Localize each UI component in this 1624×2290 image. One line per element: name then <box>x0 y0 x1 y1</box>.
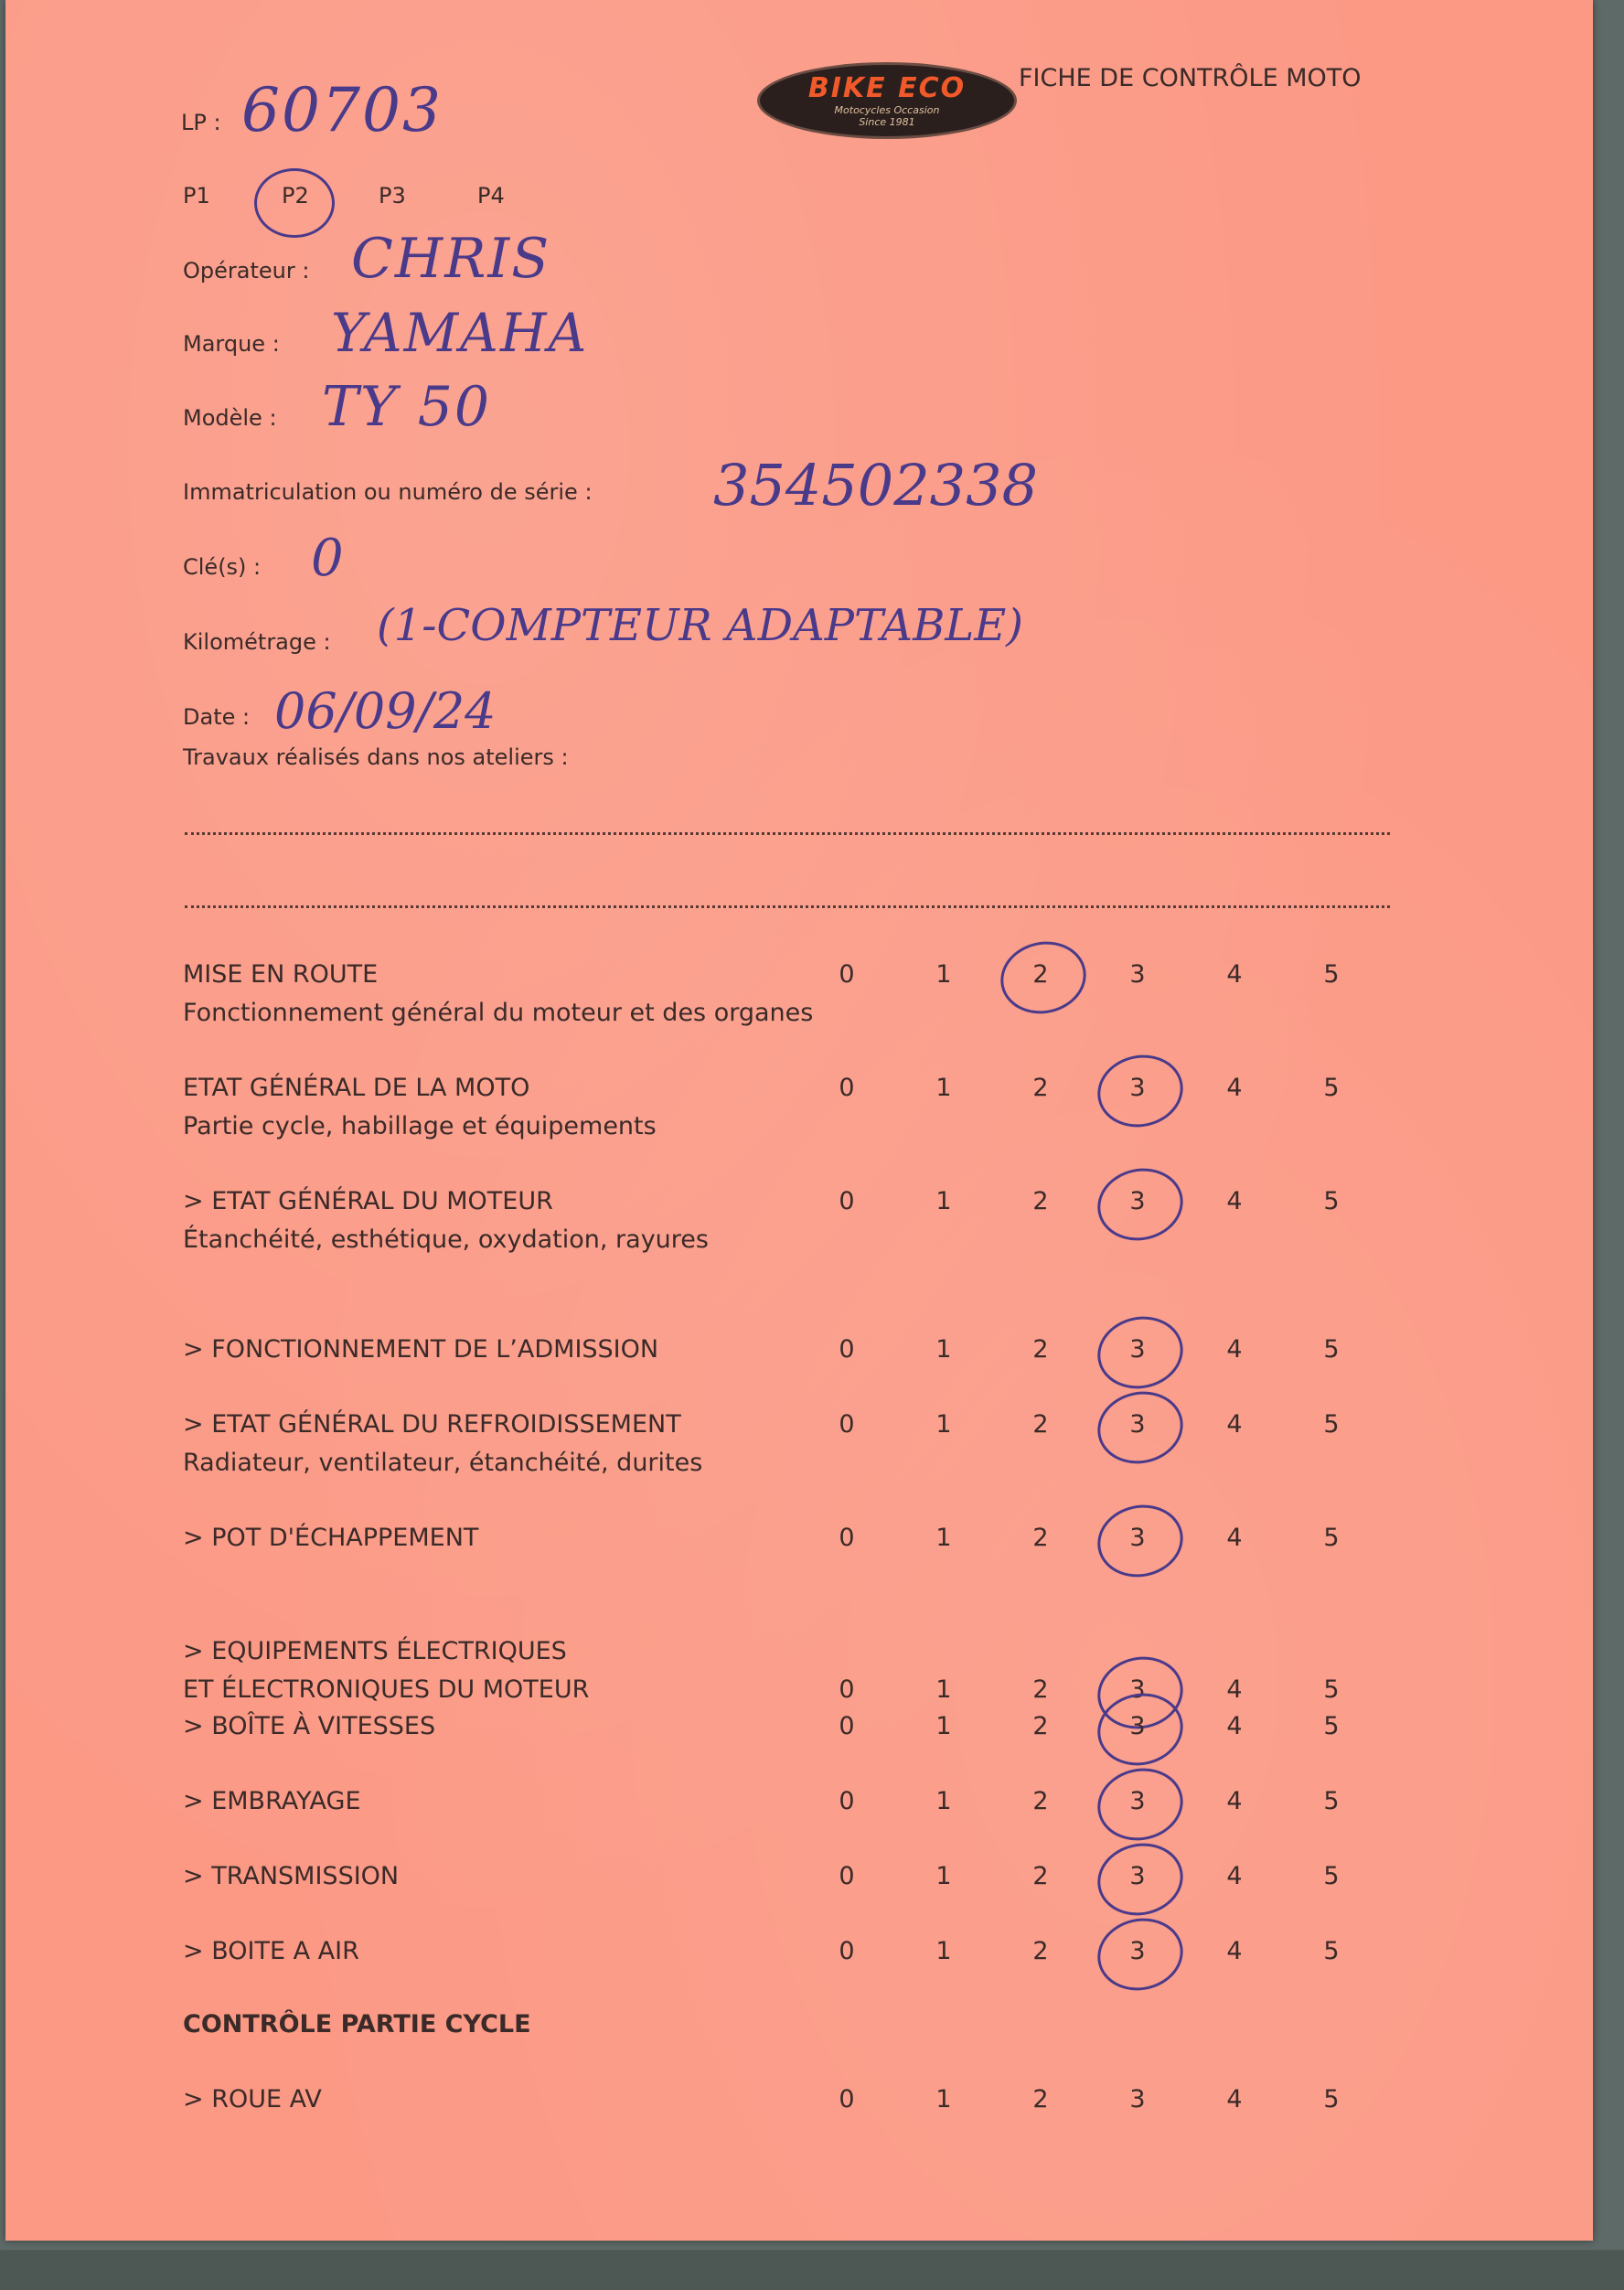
check-score-3-1[interactable]: 1 <box>935 1335 952 1364</box>
position-p1[interactable]: P1 <box>183 183 210 209</box>
modele-label: Modèle : <box>183 405 277 431</box>
check-sub-6: ET ÉLECTRONIQUES DU MOTEUR <box>183 1675 590 1704</box>
check-label-4: > ETAT GÉNÉRAL DU REFROIDISSEMENT <box>183 1410 681 1439</box>
lp-value[interactable]: 60703 <box>241 75 443 145</box>
check-label-3: > FONCTIONNEMENT DE L’ADMISSION <box>183 1335 659 1364</box>
check-score-8-4[interactable]: 4 <box>1226 1787 1243 1815</box>
check-score-9-5[interactable]: 5 <box>1323 1862 1340 1890</box>
cles-value[interactable]: 0 <box>311 529 346 588</box>
check-score-5-3[interactable]: 3 <box>1129 1524 1146 1552</box>
check-score-10-5[interactable]: 5 <box>1323 1937 1340 1965</box>
check-score-0-0[interactable]: 0 <box>839 960 855 989</box>
check-score-5-2[interactable]: 2 <box>1032 1524 1049 1552</box>
check-score-8-2[interactable]: 2 <box>1032 1787 1049 1815</box>
check-score-4-5[interactable]: 5 <box>1323 1410 1340 1439</box>
form-title: FICHE DE CONTRÔLE MOTO <box>1019 64 1362 92</box>
lp-label: LP : <box>181 110 221 135</box>
check-score-1-2[interactable]: 2 <box>1032 1074 1049 1102</box>
check-score-8-3[interactable]: 3 <box>1129 1787 1146 1815</box>
check-score-0-5[interactable]: 5 <box>1323 960 1340 989</box>
check-score-7-0[interactable]: 0 <box>839 1712 855 1740</box>
check-score-6-1[interactable]: 1 <box>935 1675 952 1704</box>
check-score-3-5[interactable]: 5 <box>1323 1335 1340 1364</box>
travaux-line-2[interactable] <box>185 905 1390 908</box>
background-strip <box>0 2250 1624 2290</box>
check-score-9-2[interactable]: 2 <box>1032 1862 1049 1890</box>
km-value[interactable]: (1-COMPTEUR ADAPTABLE) <box>377 600 1023 651</box>
check-score-9-4[interactable]: 4 <box>1226 1862 1243 1890</box>
cycle-label-0: > ROUE AV <box>183 2085 322 2113</box>
check-score-0-3[interactable]: 3 <box>1129 960 1146 989</box>
check-score-5-4[interactable]: 4 <box>1226 1524 1243 1552</box>
check-score-4-2[interactable]: 2 <box>1032 1410 1049 1439</box>
check-sub-0: Fonctionnement général du moteur et des organes <box>183 999 814 1027</box>
check-score-10-1[interactable]: 1 <box>935 1937 952 1965</box>
logo-since: Since 1981 <box>859 116 915 128</box>
check-label-6: > EQUIPEMENTS ÉLECTRIQUES <box>183 1637 567 1665</box>
check-score-3-4[interactable]: 4 <box>1226 1335 1243 1364</box>
check-score-6-5[interactable]: 5 <box>1323 1675 1340 1704</box>
check-label-8: > EMBRAYAGE <box>183 1787 361 1815</box>
check-score-9-0[interactable]: 0 <box>839 1862 855 1890</box>
check-score-10-4[interactable]: 4 <box>1226 1937 1243 1965</box>
operateur-label: Opérateur : <box>183 258 310 284</box>
check-sub-2: Étanchéité, esthétique, oxydation, rayures <box>183 1225 709 1254</box>
immat-value[interactable]: 354502338 <box>713 452 1039 519</box>
position-p2[interactable]: P2 <box>282 183 309 209</box>
check-score-1-4[interactable]: 4 <box>1226 1074 1243 1102</box>
check-label-7: > BOÎTE À VITESSES <box>183 1712 436 1740</box>
check-score-1-0[interactable]: 0 <box>839 1074 855 1102</box>
check-score-8-1[interactable]: 1 <box>935 1787 952 1815</box>
modele-value[interactable]: TY 50 <box>322 375 492 439</box>
km-label: Kilométrage : <box>183 629 331 655</box>
travaux-line-1[interactable] <box>185 832 1390 835</box>
check-label-9: > TRANSMISSION <box>183 1862 400 1890</box>
check-score-7-3[interactable]: 3 <box>1129 1712 1146 1740</box>
check-score-6-3[interactable]: 3 <box>1129 1675 1146 1704</box>
check-score-3-0[interactable]: 0 <box>839 1335 855 1364</box>
check-score-10-2[interactable]: 2 <box>1032 1937 1049 1965</box>
check-score-7-2[interactable]: 2 <box>1032 1712 1049 1740</box>
check-score-8-5[interactable]: 5 <box>1323 1787 1340 1815</box>
check-score-6-2[interactable]: 2 <box>1032 1675 1049 1704</box>
check-score-4-4[interactable]: 4 <box>1226 1410 1243 1439</box>
date-label: Date : <box>183 704 251 730</box>
check-score-2-5[interactable]: 5 <box>1323 1187 1340 1215</box>
check-score-9-3[interactable]: 3 <box>1129 1862 1146 1890</box>
check-sub-1: Partie cycle, habillage et équipements <box>183 1112 657 1140</box>
marque-label: Marque : <box>183 331 280 357</box>
check-score-2-2[interactable]: 2 <box>1032 1187 1049 1215</box>
check-score-5-1[interactable]: 1 <box>935 1524 952 1552</box>
check-score-1-1[interactable]: 1 <box>935 1074 952 1102</box>
check-score-0-4[interactable]: 4 <box>1226 960 1243 989</box>
check-score-6-4[interactable]: 4 <box>1226 1675 1243 1704</box>
check-score-2-3[interactable]: 3 <box>1129 1187 1146 1215</box>
check-score-2-4[interactable]: 4 <box>1226 1187 1243 1215</box>
check-label-10: > BOITE A AIR <box>183 1937 359 1965</box>
position-p3[interactable]: P3 <box>379 183 406 209</box>
cycle-score-0-1[interactable]: 1 <box>935 2085 952 2113</box>
check-score-10-3[interactable]: 3 <box>1129 1937 1146 1965</box>
cles-label: Clé(s) : <box>183 554 262 580</box>
check-score-0-1[interactable]: 1 <box>935 960 952 989</box>
cycle-score-0-2[interactable]: 2 <box>1032 2085 1049 2113</box>
check-score-8-0[interactable]: 0 <box>839 1787 855 1815</box>
logo-name: BIKE ECO <box>807 72 967 104</box>
check-score-6-0[interactable]: 0 <box>839 1675 855 1704</box>
bike-eco-logo <box>757 62 1017 139</box>
cycle-score-0-3[interactable]: 3 <box>1129 2085 1146 2113</box>
operateur-value[interactable]: CHRIS <box>351 227 551 291</box>
marque-value[interactable]: YAMAHA <box>331 302 589 364</box>
cycle-section-title: CONTRÔLE PARTIE CYCLE <box>183 2010 531 2039</box>
check-score-9-1[interactable]: 1 <box>935 1862 952 1890</box>
check-score-10-0[interactable]: 0 <box>839 1937 855 1965</box>
check-score-0-2[interactable]: 2 <box>1032 960 1049 989</box>
check-label-5: > POT D'ÉCHAPPEMENT <box>183 1524 479 1552</box>
date-value[interactable]: 06/09/24 <box>274 682 497 740</box>
cycle-score-0-0[interactable]: 0 <box>839 2085 855 2113</box>
travaux-label: Travaux réalisés dans nos ateliers : <box>183 744 569 770</box>
cycle-score-0-5[interactable]: 5 <box>1323 2085 1340 2113</box>
check-score-4-1[interactable]: 1 <box>935 1410 952 1439</box>
logo-sub: Motocycles Occasion <box>834 104 940 116</box>
check-score-4-3[interactable]: 3 <box>1129 1410 1146 1439</box>
check-label-1: ETAT GÉNÉRAL DE LA MOTO <box>183 1074 530 1102</box>
check-score-1-5[interactable]: 5 <box>1323 1074 1340 1102</box>
check-score-7-1[interactable]: 1 <box>935 1712 952 1740</box>
check-score-3-2[interactable]: 2 <box>1032 1335 1049 1364</box>
check-score-7-4[interactable]: 4 <box>1226 1712 1243 1740</box>
check-score-4-0[interactable]: 0 <box>839 1410 855 1439</box>
immat-label: Immatriculation ou numéro de série : <box>183 479 593 505</box>
check-score-2-1[interactable]: 1 <box>935 1187 952 1215</box>
check-score-5-0[interactable]: 0 <box>839 1524 855 1552</box>
check-score-7-5[interactable]: 5 <box>1323 1712 1340 1740</box>
check-score-5-5[interactable]: 5 <box>1323 1524 1340 1552</box>
control-sheet <box>5 0 1593 2241</box>
check-label-2: > ETAT GÉNÉRAL DU MOTEUR <box>183 1187 553 1215</box>
check-sub-4: Radiateur, ventilateur, étanchéité, durites <box>183 1449 703 1477</box>
check-score-2-0[interactable]: 0 <box>839 1187 855 1215</box>
cycle-score-0-4[interactable]: 4 <box>1226 2085 1243 2113</box>
position-p4[interactable]: P4 <box>477 183 505 209</box>
check-score-3-3[interactable]: 3 <box>1129 1335 1146 1364</box>
check-score-1-3[interactable]: 3 <box>1129 1074 1146 1102</box>
check-label-0: MISE EN ROUTE <box>183 960 379 989</box>
